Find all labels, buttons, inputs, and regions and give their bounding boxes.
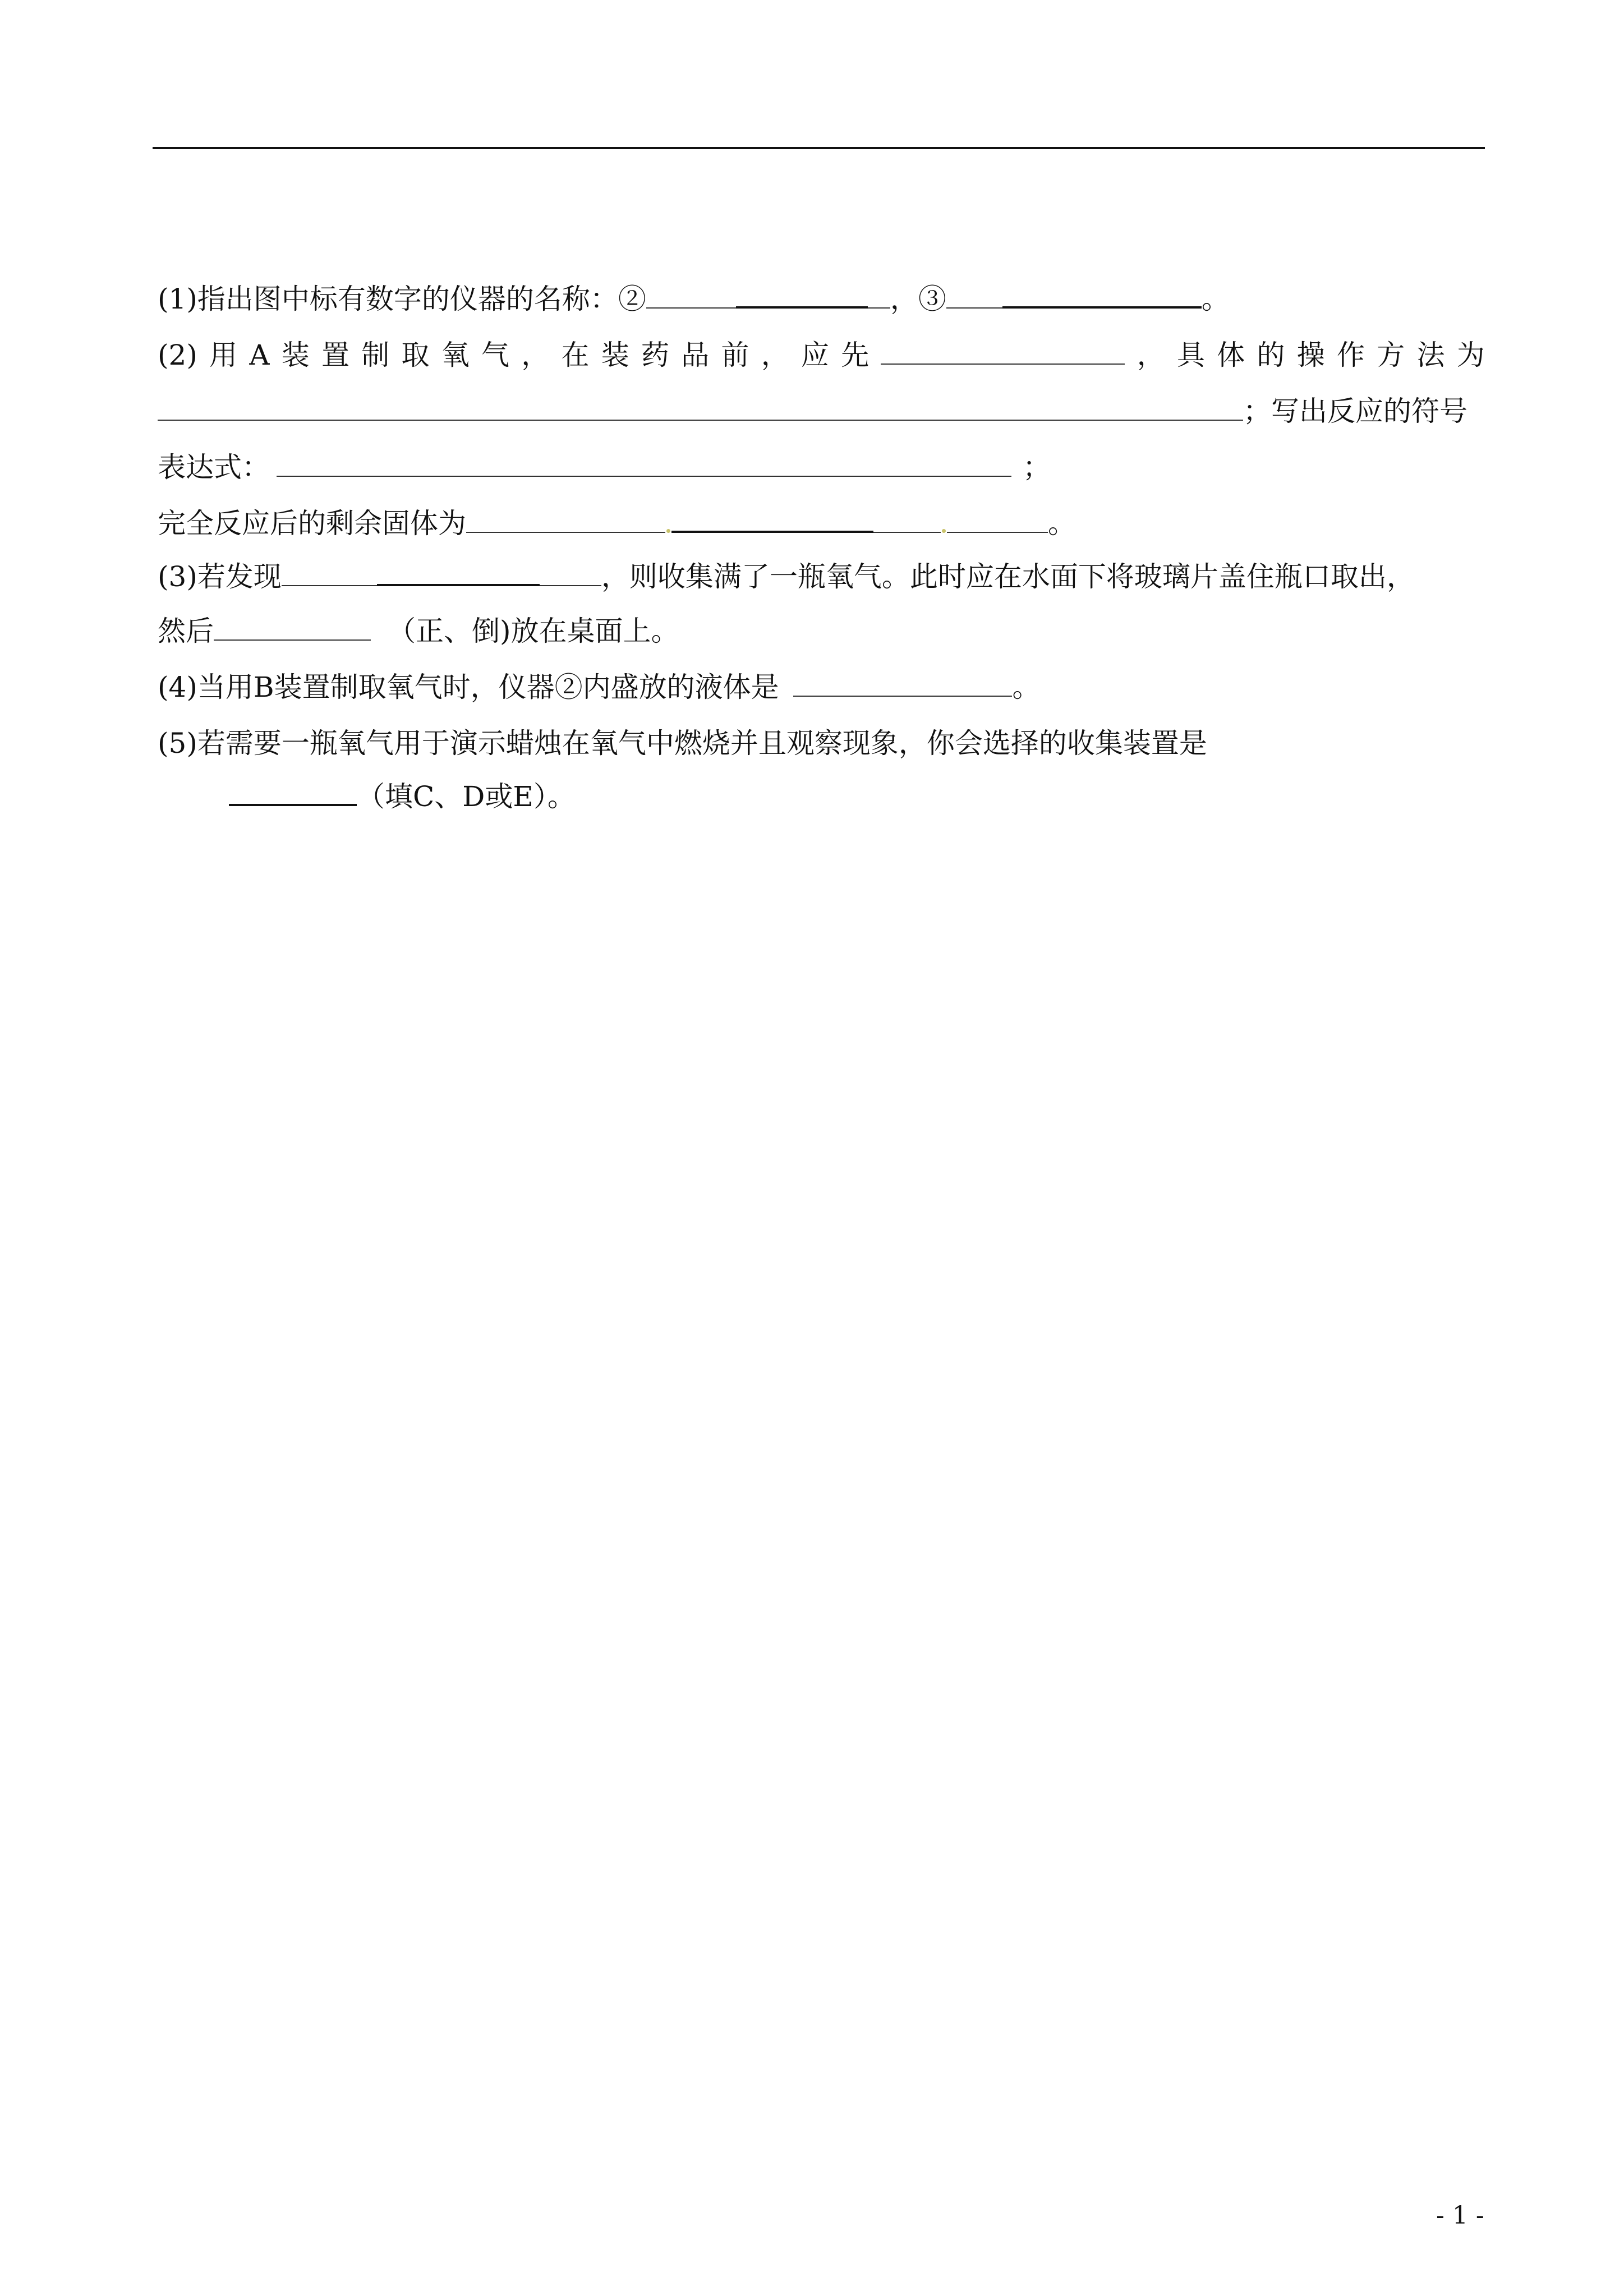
q3-line1-text-a: (3)若发现: [158, 560, 282, 593]
q1-blank-2[interactable]: [736, 306, 868, 309]
q1-text-c: 。: [1201, 283, 1230, 315]
q2-line1-char: 制: [361, 339, 390, 371]
q2-line1-char: ，: [761, 339, 789, 371]
q2-line1-char: 法: [1416, 339, 1445, 371]
q2-line1-char: 体: [1217, 339, 1245, 371]
q3-blank-thin-2[interactable]: [540, 585, 601, 586]
q1-blank-3-thin[interactable]: [946, 307, 1002, 309]
q2-line1-char: 装: [281, 339, 310, 371]
q2-line2-text: ；写出反应的符号: [1243, 395, 1467, 427]
q4-text-a: (4)当用B装置制取氧气时，仪器②内盛放的液体是: [158, 671, 788, 703]
q3-line2-text-a: 然后: [158, 615, 214, 647]
q1-blank-2-tail[interactable]: [868, 307, 890, 309]
q2-method-blank[interactable]: [158, 419, 1243, 421]
q2-line1-char: 用: [209, 339, 238, 371]
question-5-line-1: [158, 724, 1207, 763]
q1-text-b: ，③: [890, 283, 946, 315]
q2-solid-blank-thin-1[interactable]: [466, 531, 665, 533]
q2-line1-char: 的: [1257, 339, 1285, 371]
q4-liquid-blank[interactable]: [793, 695, 1012, 697]
q2-line1-char: 在: [561, 339, 590, 371]
q2-line1-char: 前: [721, 339, 749, 371]
q2-line1-char: 作: [1336, 339, 1365, 371]
question-3-line-1: [158, 557, 1415, 596]
q1-blank-2-thin[interactable]: [646, 307, 736, 309]
q1-blank-3[interactable]: [1002, 306, 1202, 309]
page-number: - 1 -: [1436, 2201, 1484, 2230]
q4-text-b: 。: [1012, 671, 1041, 703]
question-4: [158, 668, 1040, 707]
q2-line1-char: 操: [1296, 339, 1325, 371]
q2-line1-char: 方: [1377, 339, 1405, 371]
q2-equation-blank[interactable]: [277, 475, 1011, 477]
q2-line1-char: (2): [158, 339, 197, 371]
q2-line1-char: 氧: [441, 339, 470, 371]
q2-line1-char: 具: [1176, 339, 1205, 371]
question-3-line-2: [158, 611, 679, 651]
q5-apparatus-blank[interactable]: [229, 803, 357, 806]
q2-line1-char: 品: [681, 339, 710, 371]
q2-line1-char: 气: [481, 339, 509, 371]
question-2-line-3: [158, 448, 1051, 487]
question-2-line-2: [158, 392, 1467, 431]
header-rule: [153, 147, 1485, 149]
q3-orientation-blank[interactable]: [214, 639, 371, 641]
q2-line1-char: A: [249, 339, 270, 371]
question-5-line-2: [229, 777, 576, 816]
q2-first-step-blank[interactable]: [881, 363, 1125, 365]
q1-text-a: (1)指出图中标有数字的仪器的名称：②: [158, 283, 646, 315]
q2-line1-char: 为: [1456, 339, 1485, 371]
q2-line1-char: 应: [801, 339, 829, 371]
question-2-line-4: [158, 504, 1076, 543]
q2-line1-char: ，: [521, 339, 550, 371]
q2-line4-text-a: 完全反应后的剩余固体为: [158, 507, 466, 540]
q2-line1-char: 取: [401, 339, 430, 371]
q2-line1-char: ，: [1137, 339, 1165, 371]
stray-dot: [666, 529, 670, 533]
q3-line1-text-b: ，则收集满了一瓶氧气。此时应在水面下将玻璃片盖住瓶口取出，: [601, 560, 1415, 593]
q2-solid-blank[interactable]: [671, 530, 873, 533]
q2-line1-char: 装: [601, 339, 629, 371]
q2-line1-char: 置: [321, 339, 349, 371]
q2-line3-text-a: 表达式：: [158, 451, 270, 484]
q2-solid-blank-thin-2[interactable]: [873, 531, 941, 533]
q3-blank[interactable]: [377, 583, 540, 586]
stray-dot: [942, 529, 946, 533]
q2-solid-blank-thin-3[interactable]: [947, 531, 1048, 533]
q3-blank-thin-1[interactable]: [282, 585, 377, 586]
q5-line1-text: (5)若需要一瓶氧气用于演示蜡烛在氧气中燃烧并且观察现象，你会选择的收集装置是: [158, 727, 1207, 760]
q3-line2-text-b: （正、倒)放在桌面上。: [388, 615, 679, 647]
q2-line1-char: 先: [841, 339, 869, 371]
question-1: [158, 279, 1230, 319]
question-2-line-1: [158, 335, 1485, 375]
q2-line1-char: 药: [641, 339, 669, 371]
q2-line3-text-b: ；: [1023, 451, 1051, 484]
q2-line4-text-b: 。: [1048, 507, 1076, 540]
q5-line2-text: （填C、D或E）。: [357, 780, 576, 813]
